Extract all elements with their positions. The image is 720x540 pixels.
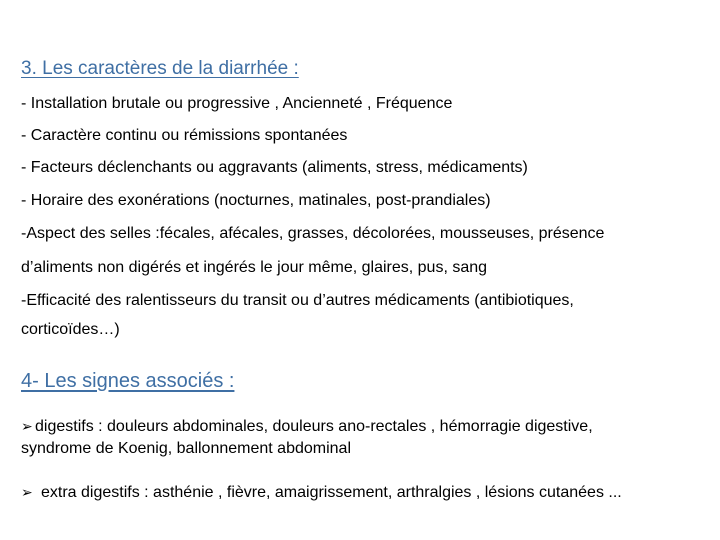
associated-signs-bullet [21, 416, 711, 460]
bullet-line-continuation: syndrome de Koenig, ballonnement abdominal [21, 440, 351, 457]
bullet-text: digestifs : douleurs abdominales, douleurs ano-rectales , hémorragie digestive, [35, 418, 593, 435]
characteristic-line: - Caractère continu ou rémissions spontanées [21, 127, 348, 144]
bullet-line [21, 416, 711, 438]
characteristic-line: -Aspect des selles :fécales, afécales, grasses, décolorées, mousseuses, présence [21, 225, 605, 242]
arrow-bullet-icon: ➢ [21, 485, 33, 501]
characteristic-line: - Installation brutale ou progressive , Ancienneté , Fréquence [21, 95, 453, 112]
characteristic-line: - Facteurs déclenchants ou aggravants (aliments, stress, médicaments) [21, 159, 528, 176]
arrow-bullet-icon: ➢ [21, 419, 33, 435]
bullet-text: extra digestifs : asthénie , fièvre, amaigrissement, arthralgies , lésions cutanées ... [41, 484, 622, 501]
associated-signs-bullet [21, 482, 711, 504]
section-4-heading: 4- Les signes associés : [21, 370, 235, 392]
characteristic-line-continuation: corticoïdes…) [21, 321, 120, 338]
characteristic-line-continuation: d’aliments non digérés et ingérés le jour même, glaires, pus, sang [21, 259, 488, 276]
characteristic-line: - Horaire des exonérations (nocturnes, matinales, post-prandiales) [21, 192, 491, 209]
section-3-heading: 3. Les caractères de la diarrhée : [21, 58, 299, 79]
characteristic-line: -Efficacité des ralentisseurs du transit ou d’autres médicaments (antibiotiques, [21, 292, 574, 309]
